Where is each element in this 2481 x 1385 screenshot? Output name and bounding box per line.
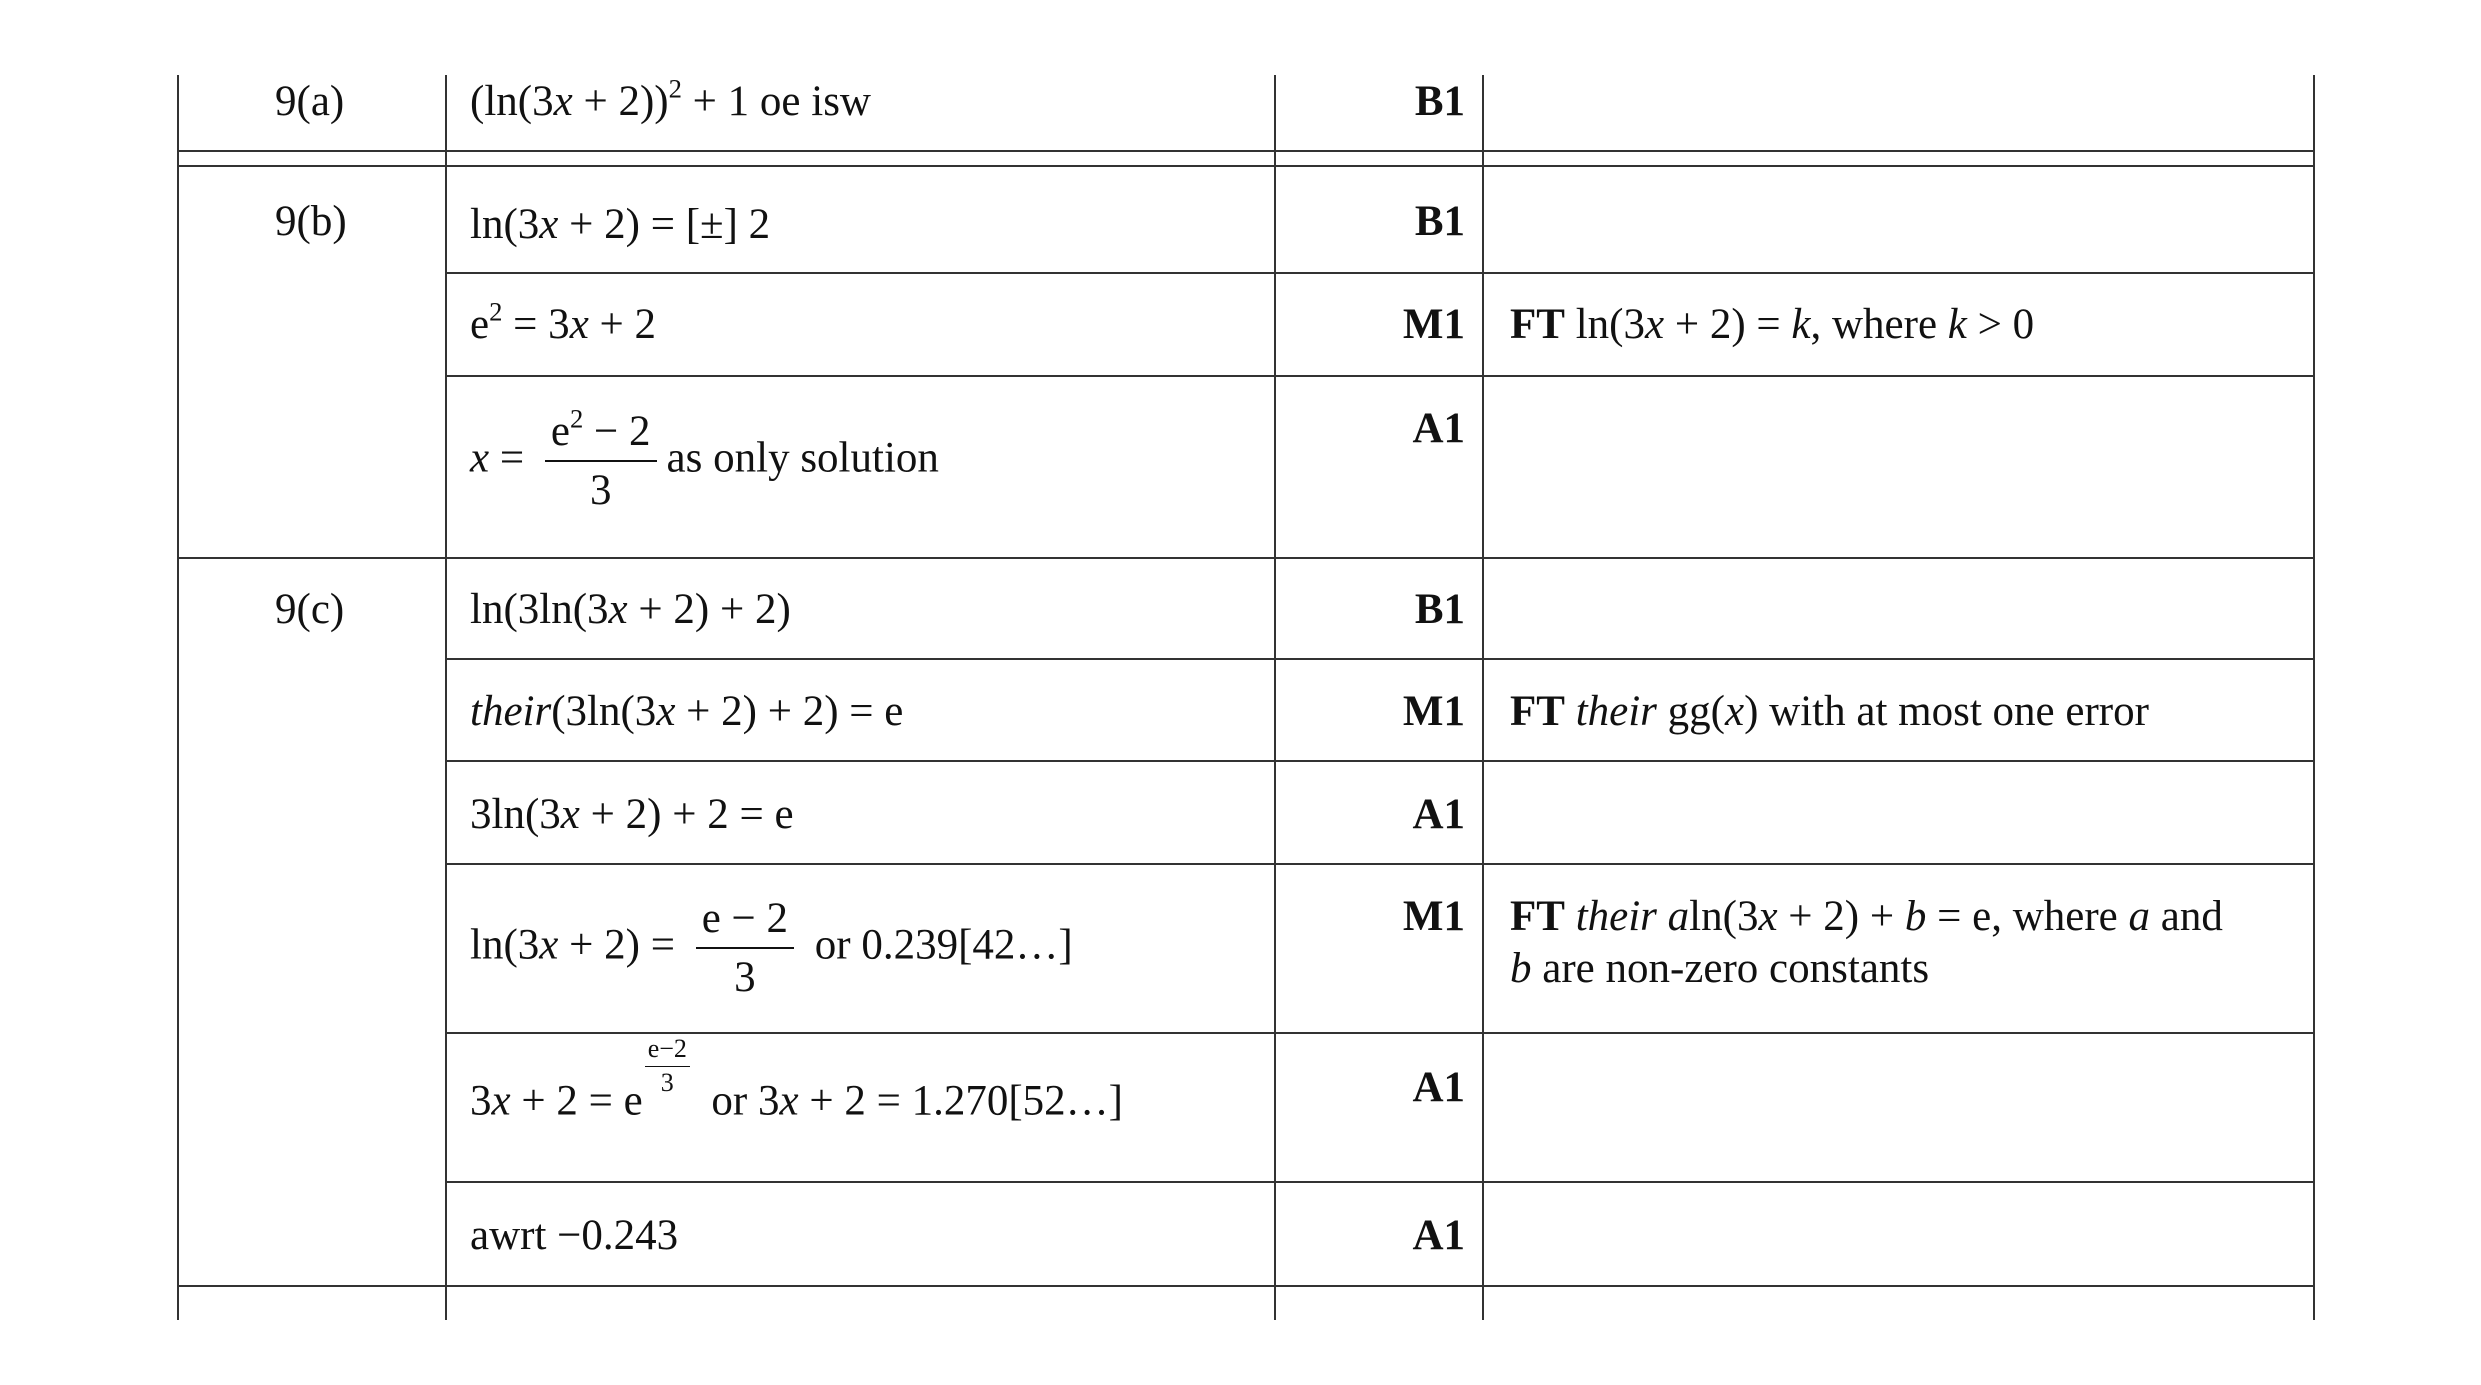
row-separator — [177, 165, 2315, 167]
mark-cell: M1 — [1402, 688, 1465, 735]
mark-cell: B1 — [1414, 586, 1465, 633]
question-part-label: 9(c) — [275, 586, 345, 633]
guidance-cell: FT their gg(x) with at most one error — [1510, 688, 2149, 735]
answer-cell: ln(3ln(3x + 2) + 2) — [470, 586, 791, 633]
row-separator — [445, 863, 2315, 865]
table-border-left — [177, 75, 179, 1320]
table-divider-marks — [1274, 75, 1276, 1320]
mark-cell: A1 — [1412, 405, 1465, 452]
row-separator — [177, 1285, 2315, 1287]
mark-cell: M1 — [1402, 893, 1465, 940]
mark-cell: A1 — [1412, 1212, 1465, 1259]
answer-cell: 3x + 2 = e $\frac{e-2}{3}$ or 3x + 2 = 1.270[52…] — [470, 1034, 1123, 1125]
row-separator — [445, 760, 2315, 762]
answer-cell: their(3ln(3x + 2) + 2) = e — [470, 688, 904, 735]
mark-cell: A1 — [1412, 791, 1465, 838]
row-separator — [177, 557, 2315, 559]
guidance-cell: FT ln(3x + 2) = k, where k > 0 — [1510, 301, 2035, 348]
row-separator — [177, 150, 2315, 152]
answer-cell: 3ln(3x + 2) + 2 = e — [470, 791, 794, 838]
row-separator — [445, 1032, 2315, 1034]
answer-cell: $(\ln(3x + 2))^2 + 1$ oe isw — [470, 73, 871, 125]
row-separator — [445, 1181, 2315, 1183]
table-divider-guidance — [1482, 75, 1484, 1320]
row-separator — [445, 658, 2315, 660]
question-part-label: 9(a) — [275, 78, 345, 125]
row-separator — [445, 272, 2315, 274]
guidance-cell: FT their aln(3x + 2) + b = e, where a and b are non-zero constants — [1510, 893, 2223, 992]
answer-cell: ln(3x + 2) = [±] 2 — [470, 201, 771, 248]
mark-cell: A1 — [1412, 1064, 1465, 1111]
table-border-right — [2313, 75, 2315, 1320]
answer-cell: awrt −0.243 — [470, 1212, 679, 1259]
mark-cell: B1 — [1414, 78, 1465, 125]
mark-cell: M1 — [1402, 301, 1465, 348]
table-divider-answer — [445, 75, 447, 1320]
question-part-label: 9(b) — [275, 198, 347, 245]
answer-cell: $e^2 = 3x + 2$ — [470, 296, 657, 348]
row-separator — [445, 375, 2315, 377]
answer-cell: x = $\frac{e^2 - 2}{3}$ as only solution — [470, 403, 939, 515]
answer-cell: ln(3x + 2) = $\frac{e - 2}{3}$ or 0.239[42…] — [470, 895, 1073, 1002]
mark-cell: B1 — [1414, 198, 1465, 245]
